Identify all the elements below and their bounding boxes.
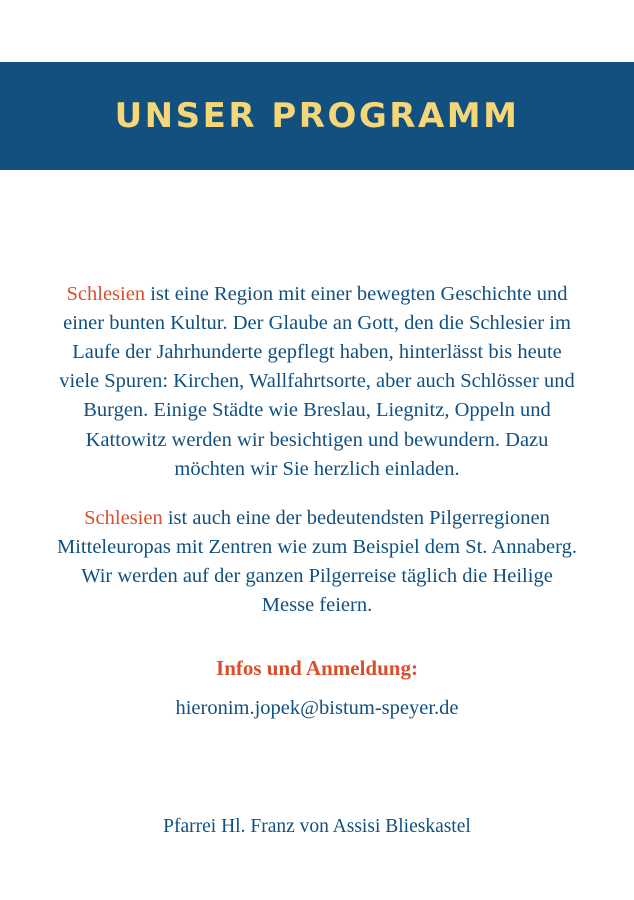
contact-heading: Infos und Anmeldung: <box>216 656 418 681</box>
paragraph-one <box>56 170 578 484</box>
paragraph-one-text: ist eine Region mit einer bewegten Geschichte und einer bunten Kultur. Der Glaube an Gott, den die Schlesier im Laufe der Jahrhunderte gepflegt haben, hinterlässt bis heute viele Spuren: Kirchen, Wallfahrtsorte, aber auch Schlösser und Burgen. Einige Städte wie Breslau, Liegnitz, Oppeln und Kattowitz werden wir besichtigen und bewundern. Dazu möchten wir Sie herzlich einladen. <box>59 283 575 480</box>
header-banner <box>0 62 634 170</box>
contact-email[interactable]: hieronim.jopek@bistum-speyer.de <box>175 697 459 720</box>
paragraph-two-text: ist auch eine der bedeutendsten Pilgerregionen Mitteleuropas mit Zentren wie zum Beispiel dem St. Annaberg. Wir werden auf der ganzen Pilgerreise täglich die Heilige Messe feiern. <box>57 506 577 617</box>
main-content <box>0 170 634 900</box>
highlight-schlesien-1: Schlesien <box>66 283 146 305</box>
highlight-schlesien-2: Schlesien <box>84 506 163 529</box>
paragraph-two <box>56 484 578 620</box>
footer-text: Pfarrei Hl. Franz von Assisi Blieskastel <box>163 816 471 837</box>
page-title: UNSER PROGRAMM <box>114 96 520 136</box>
